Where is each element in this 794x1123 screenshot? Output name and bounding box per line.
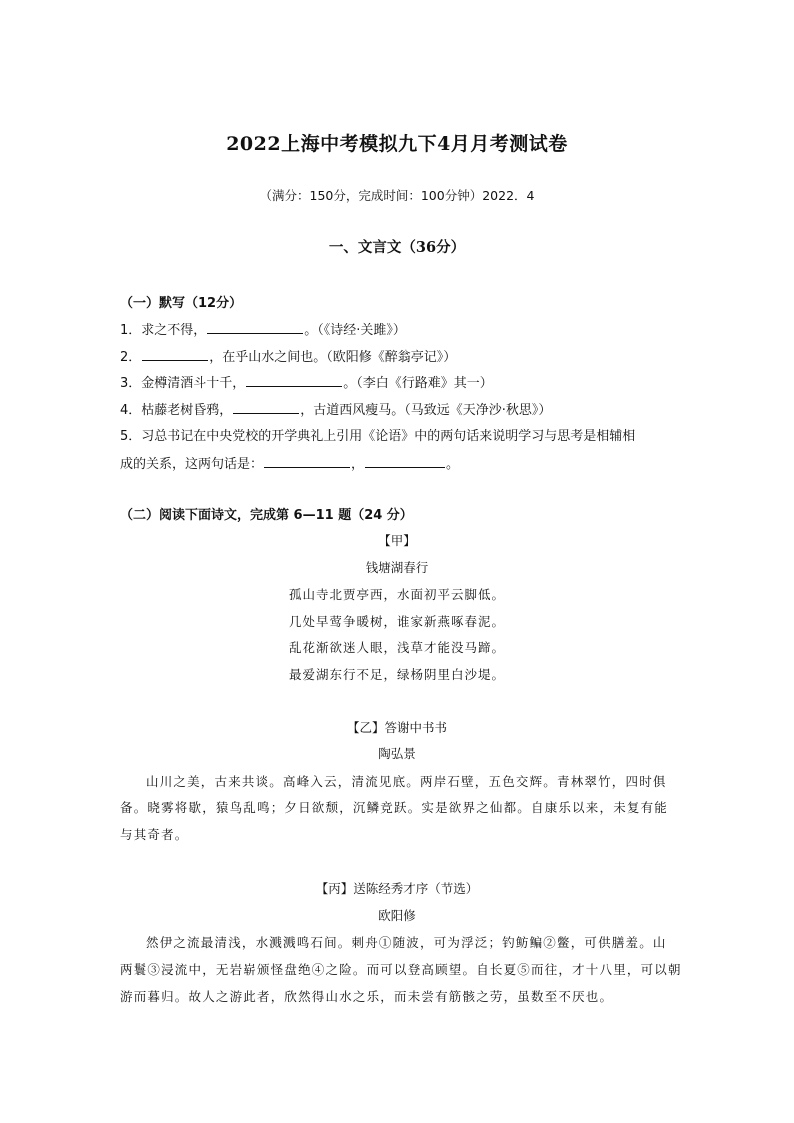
question-2-after: ，在乎山水之间也。（欧阳修《醉翁亭记》） (209, 350, 457, 365)
answer-blank-1[interactable] (207, 321, 303, 334)
question-1-after: 。（《诗经·关雎》） (304, 323, 406, 338)
text-bing-label: 【丙】送陈经秀才序（节选） (315, 881, 479, 896)
text-bing-author: 欧阳修 (378, 908, 416, 923)
part2-heading: （二）阅读下面诗文，完成第 6—11 题（24 分） (120, 508, 413, 523)
question-3-before: 3．金樽清酒斗十千， (120, 376, 246, 391)
question-4-after: ，古道西风瘦马。（马致远《天净沙·秋思》） (300, 403, 552, 418)
question-5-before: 成的关系，这两句话是： (120, 457, 264, 472)
poem-title: 钱塘湖春行 (365, 560, 429, 575)
text-yi-line: 备。晓雾将歇，猿鸟乱鸣；夕日欲颓，沉鳞竞跃。实是欲界之仙都。自康乐以来，未复有能 (120, 800, 669, 815)
poem-line: 孤山寺北贾亭西，水面初平云脚低。 (288, 587, 505, 602)
exam-title: 2022上海中考模拟九下4月月考测试卷 (226, 133, 568, 155)
text-bing-line: 然伊之流最清浅，水溅溅鸣石间。刺舟①随波，可为浮泛；钓鲂鳊②鳖，可供膳羞。山 (146, 935, 667, 950)
question-1 (120, 319, 406, 338)
answer-blank-4[interactable] (233, 401, 299, 414)
answer-blank-3[interactable] (246, 374, 342, 387)
question-3 (120, 372, 493, 391)
poem-line: 几处早莺争暖树，谁家新燕啄春泥。 (288, 614, 505, 629)
text-yi-line: 与其奇者。 (120, 827, 189, 842)
poem-line: 乱花渐欲迷人眼，浅草才能没马蹄。 (288, 640, 505, 655)
question-5-after: 。 (446, 457, 460, 472)
text-bing-line: 游而暮归。故人之游此者，欣然得山水之乐，而未尝有筋骸之劳，虽数至不厌也。 (120, 989, 614, 1004)
text-yi-line: 山川之美，古来共谈。高峰入云，清流见底。两岸石壁，五色交辉。青林翠竹，四时俱 (146, 774, 667, 789)
answer-blank-5b[interactable] (365, 455, 445, 468)
question-4-before: 4．枯藤老树昏鸦， (120, 403, 233, 418)
question-2-before: 2． (120, 350, 142, 365)
question-1-before: 1．求之不得， (120, 323, 207, 338)
section-heading-classical-chinese: 一、文言文（36分） (328, 239, 466, 256)
question-2 (120, 346, 456, 365)
text-jia-label: 【甲】 (378, 533, 416, 548)
text-yi-author: 陶弘景 (378, 746, 416, 761)
question-4 (120, 399, 551, 418)
answer-blank-5a[interactable] (264, 455, 350, 468)
question-5-line-1: 5．习总书记在中央党校的开学典礼上引用《论语》中的两句话来说明学习与思考是相辅相 (120, 429, 636, 444)
answer-blank-2[interactable] (142, 348, 208, 361)
exam-subtitle: （满分：150分，完成时间：100分钟）2022．4 (259, 188, 535, 203)
question-5-mid: ， (351, 457, 365, 472)
text-bing-line: 两鬟③浸流中，无岩崭颁怪盘绝④之险。而可以登高顾望。自长夏⑤而往，才十八里，可以朝 (120, 962, 682, 977)
question-3-after: 。（李白《行路难》其一） (343, 376, 493, 391)
part1-heading: （一）默写（12分） (120, 296, 243, 311)
poem-line: 最爱湖东行不足，绿杨阴里白沙堤。 (288, 667, 505, 682)
question-5-line-2 (120, 453, 459, 472)
text-yi-label: 【乙】答谢中书书 (346, 720, 447, 735)
